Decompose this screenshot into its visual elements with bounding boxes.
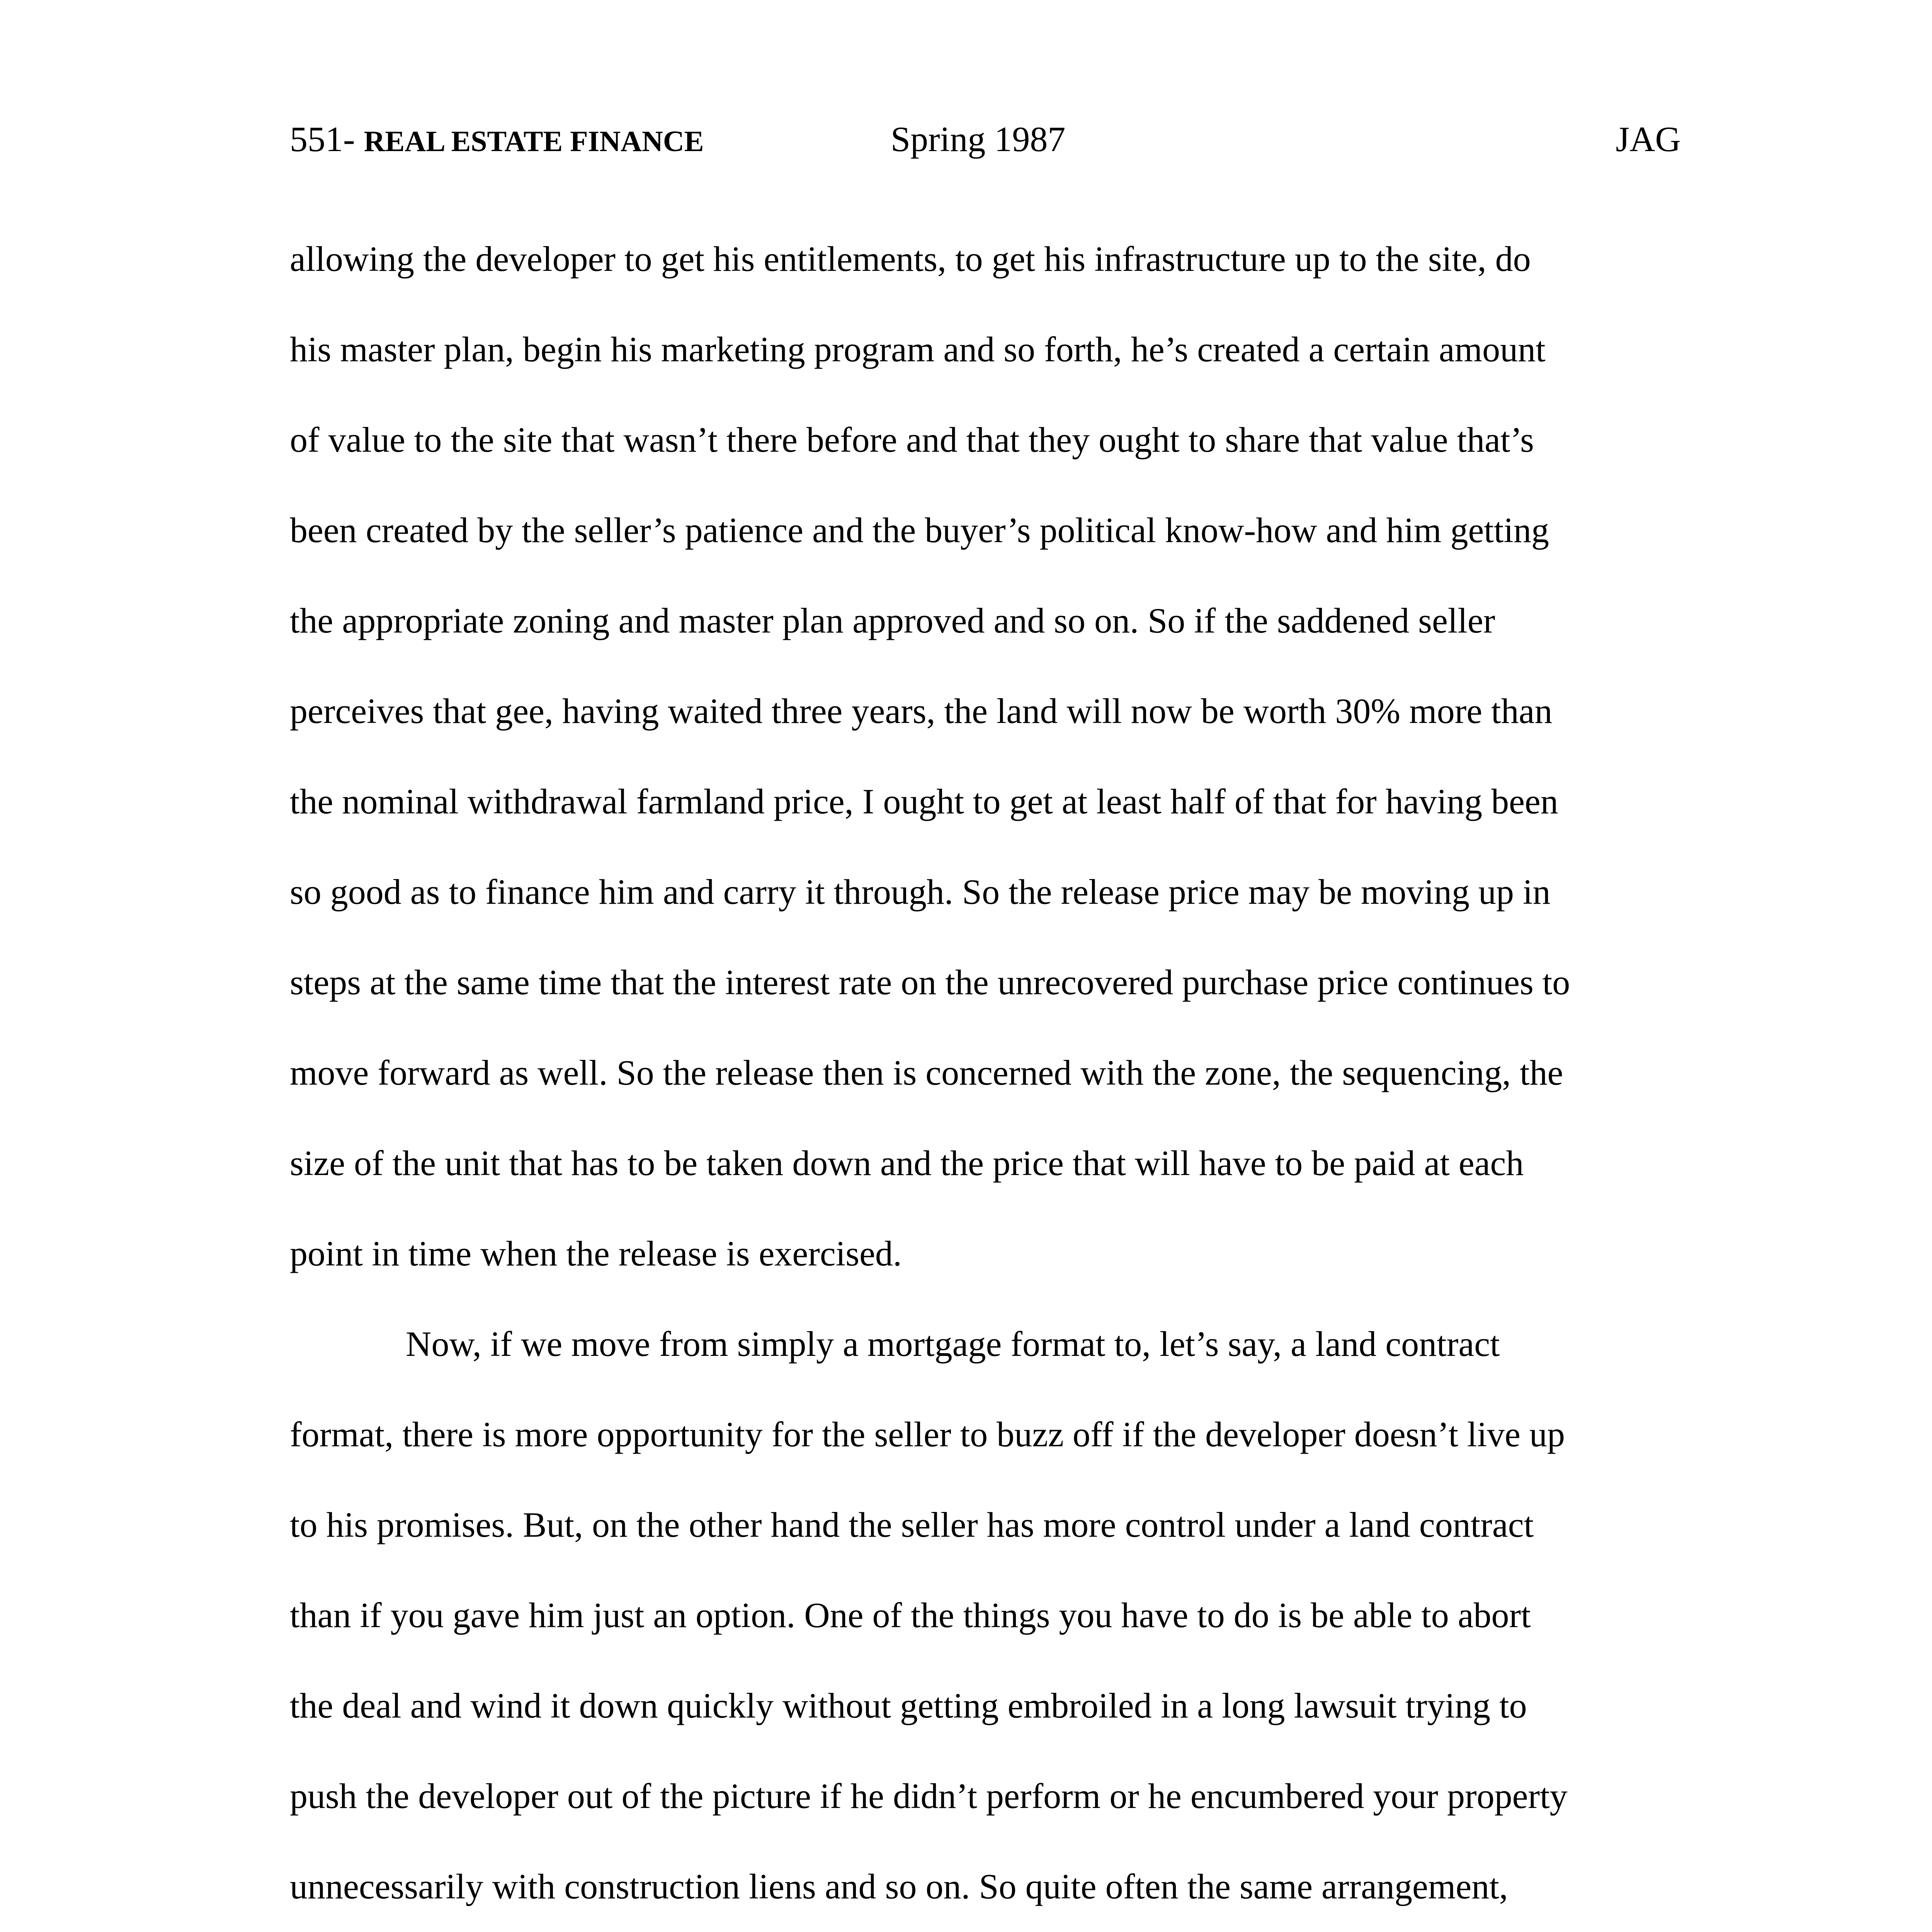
text-line: format, there is more opportunity for the seller to buzz off if the developer doesn’t live up xyxy=(290,1415,1565,1454)
text-line: so good as to finance him and carry it through. So the release price may be moving up in xyxy=(290,872,1551,912)
text-line: push the developer out of the picture if he didn’t perform or he encumbered your property xyxy=(290,1776,1568,1816)
text-line: to his promises. But, on the other hand the seller has more control under a land contract xyxy=(290,1505,1534,1544)
text-line: Now, if we move from simply a mortgage format to, let’s say, a land contract xyxy=(406,1324,1500,1364)
text-line: the appropriate zoning and master plan approved and so on. So if the saddened seller xyxy=(290,601,1495,640)
text-line: steps at the same time that the interest rate on the unrecovered purchase price continues to xyxy=(290,963,1570,1002)
text-line: unnecessarily with construction liens and so on. So quite often the same arrangement, xyxy=(290,1867,1508,1906)
text-line: allowing the developer to get his entitlements, to get his infrastructure up to the site, do xyxy=(290,239,1531,279)
page-header xyxy=(290,112,1681,166)
text-line: point in time when the release is exercised. xyxy=(290,1234,902,1273)
text-line: been created by the seller’s patience and the buyer’s political know-how and him getting xyxy=(290,510,1549,550)
term-label: Spring 1987 xyxy=(891,119,1066,159)
text-line: the nominal withdrawal farmland price, I ought to get at least half of that for having been xyxy=(290,782,1558,821)
text-line: of value to the site that wasn’t there before and that they ought to share that value that’s xyxy=(290,420,1534,459)
text-line: move forward as well. So the release then is concerned with the zone, the sequencing, the xyxy=(290,1053,1563,1092)
course-number: 551- xyxy=(290,119,355,159)
course-heading xyxy=(290,112,704,168)
author-initials: JAG xyxy=(1616,119,1681,159)
text-line: than if you gave him just an option. One of the things you have to do is be able to abort xyxy=(290,1595,1531,1635)
text-line: the deal and wind it down quickly without getting embroiled in a long lawsuit trying to xyxy=(290,1686,1527,1725)
text-line: his master plan, begin his marketing program and so forth, he’s created a certain amount xyxy=(290,330,1546,369)
text-line: size of the unit that has to be taken down and the price that will have to be paid at each xyxy=(290,1143,1524,1183)
text-line: perceives that gee, having waited three years, the land will now be worth 30% more than xyxy=(290,691,1553,731)
course-title: REAL ESTATE FINANCE xyxy=(364,125,704,158)
transcript-body xyxy=(290,228,1681,1932)
